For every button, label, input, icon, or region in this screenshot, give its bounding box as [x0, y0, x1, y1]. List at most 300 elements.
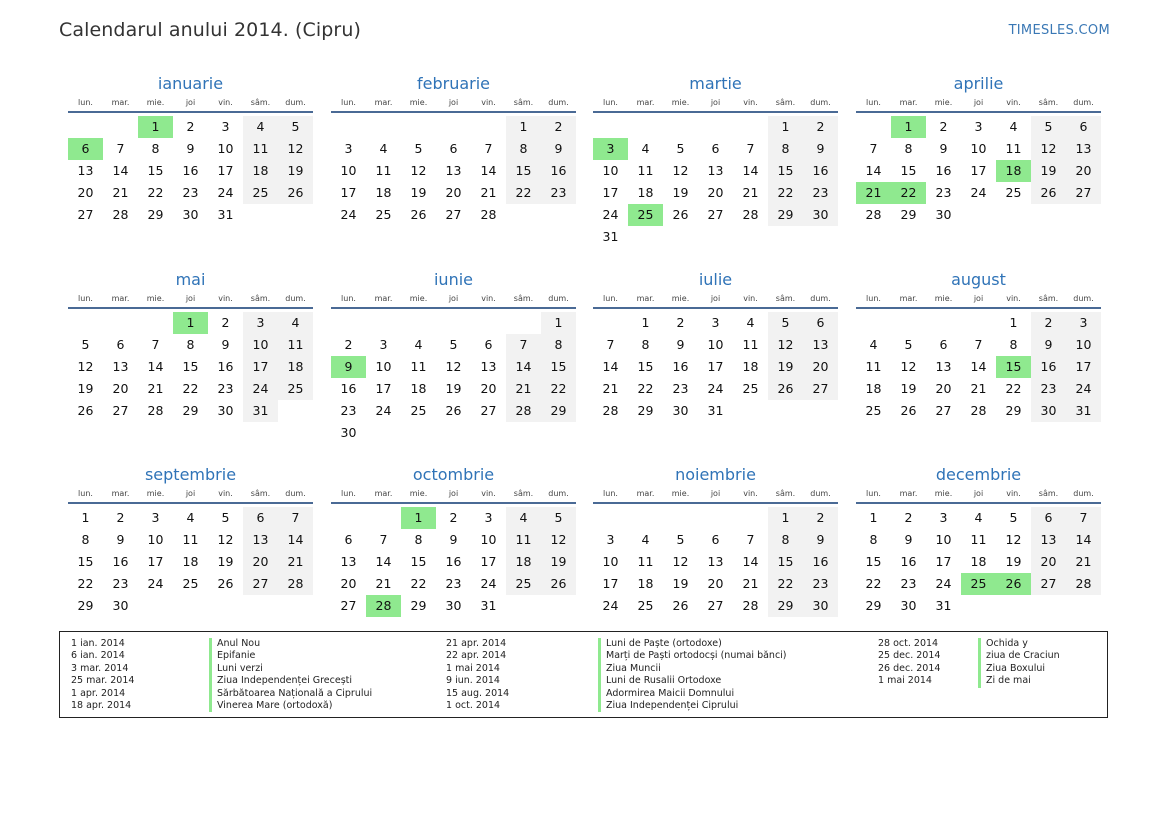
empty-cell [891, 312, 926, 334]
month-title: septembrie [144, 465, 237, 484]
day-cell: 10 [375, 359, 392, 374]
weekday-label: lun. [341, 294, 356, 303]
day-cell: 11 [506, 529, 541, 551]
day-cell: 23 [340, 403, 357, 418]
day-cell: 19 [1031, 160, 1066, 182]
day-cell: 4 [379, 141, 388, 156]
empty-cell [593, 116, 628, 138]
legend-holiday-name: Adormirea Maicii Domnului [598, 688, 734, 700]
day-cell: 27 [803, 378, 838, 400]
day-cell: 10 [480, 532, 497, 547]
day-grid [593, 312, 838, 422]
day-cell: 13 [243, 529, 278, 551]
day-cell: 19 [672, 185, 689, 200]
day-cell: 13 [1031, 529, 1066, 551]
day-cell: 6 [803, 312, 838, 334]
empty-cell [401, 312, 436, 334]
day-cell: 26 [445, 403, 462, 418]
day-cell: 19 [410, 185, 427, 200]
day-cell: 29 [147, 207, 164, 222]
day-cell: 27 [480, 403, 497, 418]
month-octombrie [331, 464, 576, 617]
day-cell: 21 [1066, 551, 1101, 573]
weekday-label: mar. [111, 294, 130, 303]
weekday-label: joi [185, 489, 196, 498]
day-cell: 7 [484, 141, 493, 156]
day-cell: 10 [970, 141, 987, 156]
month-noiembrie [593, 464, 838, 617]
day-cell: 12 [541, 529, 576, 551]
legend-holiday-name: Luni de Rusalii Ortodoxe [598, 675, 721, 687]
day-cell: 1 [641, 315, 650, 330]
day-cell: 20 [340, 576, 357, 591]
empty-cell [628, 507, 663, 529]
holiday-day-cell: 3 [593, 138, 628, 160]
day-cell: 7 [746, 141, 755, 156]
day-cell: 30 [112, 598, 129, 613]
day-cell: 2 [541, 116, 576, 138]
day-cell: 7 [974, 337, 983, 352]
day-cell: 7 [151, 337, 160, 352]
holiday-legend [59, 631, 1108, 718]
day-cell: 8 [904, 141, 913, 156]
legend-date: 6 ian. 2014 [71, 650, 125, 662]
day-cell: 12 [278, 138, 313, 160]
weekday-label: joi [185, 98, 196, 107]
day-cell: 8 [768, 138, 803, 160]
weekday-header [331, 95, 576, 113]
day-cell: 16 [1031, 356, 1066, 378]
day-cell: 26 [77, 403, 94, 418]
month-februarie [331, 73, 576, 226]
day-cell: 21 [506, 378, 541, 400]
holiday-day-cell: 1 [401, 507, 436, 529]
day-cell: 28 [602, 403, 619, 418]
day-cell: 20 [935, 381, 952, 396]
weekday-label: mar. [899, 98, 918, 107]
weekday-label: joi [448, 98, 459, 107]
day-cell: 30 [803, 595, 838, 617]
day-cell: 1 [768, 116, 803, 138]
weekday-header [593, 486, 838, 504]
day-cell: 27 [243, 573, 278, 595]
empty-cell [68, 116, 103, 138]
weekday-label: joi [448, 489, 459, 498]
day-cell: 10 [217, 141, 234, 156]
day-cell: 16 [803, 551, 838, 573]
day-cell: 23 [935, 185, 952, 200]
day-cell: 14 [278, 529, 313, 551]
day-cell: 12 [410, 163, 427, 178]
day-cell: 30 [340, 425, 357, 440]
weekday-label: mie. [146, 294, 165, 303]
day-cell: 10 [147, 532, 164, 547]
day-cell: 7 [746, 532, 755, 547]
day-cell: 19 [541, 551, 576, 573]
day-cell: 2 [116, 510, 125, 525]
day-cell: 23 [803, 182, 838, 204]
weekday-header [593, 291, 838, 309]
day-grid [331, 312, 576, 444]
month-title: decembrie [935, 465, 1022, 484]
day-cell: 10 [707, 337, 724, 352]
legend-holiday-name: Sărbătoarea Națională a Ciprului [209, 688, 372, 700]
day-cell: 30 [217, 403, 234, 418]
day-cell: 30 [900, 598, 917, 613]
weekday-label: mie. [671, 98, 690, 107]
day-cell: 10 [1066, 334, 1101, 356]
month-title: mai [175, 270, 206, 289]
day-cell: 26 [1031, 182, 1066, 204]
empty-cell [331, 312, 366, 334]
day-cell: 24 [707, 381, 724, 396]
holiday-day-cell: 6 [68, 138, 103, 160]
day-cell: 12 [77, 359, 94, 374]
legend-date: 9 iun. 2014 [446, 675, 500, 687]
day-cell: 21 [742, 576, 759, 591]
day-cell: 30 [803, 204, 838, 226]
day-cell: 8 [414, 532, 423, 547]
day-cell: 22 [541, 378, 576, 400]
day-cell: 29 [541, 400, 576, 422]
day-cell: 28 [147, 403, 164, 418]
day-cell: 3 [484, 510, 493, 525]
day-cell: 23 [445, 576, 462, 591]
day-cell: 18 [375, 185, 392, 200]
weekday-label: dum. [285, 294, 306, 303]
weekday-header [68, 291, 313, 309]
day-cell: 28 [742, 207, 759, 222]
day-cell: 29 [768, 204, 803, 226]
month-title: august [951, 270, 1006, 289]
weekday-label: lun. [603, 489, 618, 498]
weekday-label: mie. [934, 98, 953, 107]
day-cell: 12 [445, 359, 462, 374]
holiday-day-cell: 21 [856, 182, 891, 204]
weekday-label: mie. [409, 98, 428, 107]
day-cell: 12 [672, 554, 689, 569]
day-cell: 30 [182, 207, 199, 222]
day-cell: 29 [768, 595, 803, 617]
weekday-label: sâm. [775, 294, 796, 303]
day-cell: 4 [974, 510, 983, 525]
empty-cell [733, 507, 768, 529]
weekday-label: dum. [1073, 294, 1094, 303]
day-cell: 9 [221, 337, 230, 352]
day-cell: 15 [147, 163, 164, 178]
day-cell: 14 [742, 554, 759, 569]
day-cell: 26 [278, 182, 313, 204]
weekday-label: vin. [743, 489, 758, 498]
day-cell: 2 [803, 507, 838, 529]
weekday-header [856, 486, 1101, 504]
day-cell: 20 [1031, 551, 1066, 573]
day-cell: 8 [1009, 337, 1018, 352]
day-cell: 16 [112, 554, 129, 569]
weekday-label: lun. [341, 489, 356, 498]
weekday-label: sâm. [1038, 489, 1059, 498]
day-cell: 5 [768, 312, 803, 334]
day-cell: 27 [445, 207, 462, 222]
day-cell: 6 [449, 141, 458, 156]
day-cell: 10 [602, 163, 619, 178]
day-cell: 11 [182, 532, 199, 547]
day-cell: 17 [970, 163, 987, 178]
weekday-label: sâm. [775, 489, 796, 498]
day-grid [331, 116, 576, 226]
day-cell: 8 [768, 529, 803, 551]
day-cell: 6 [344, 532, 353, 547]
month-title: octombrie [412, 465, 495, 484]
day-cell: 19 [77, 381, 94, 396]
legend-date: 25 mar. 2014 [71, 675, 135, 687]
legend-date: 26 dec. 2014 [878, 662, 941, 674]
weekday-label: mie. [671, 294, 690, 303]
day-cell: 2 [449, 510, 458, 525]
day-cell: 25 [637, 598, 654, 613]
day-cell: 24 [970, 185, 987, 200]
day-cell: 28 [742, 598, 759, 613]
day-cell: 22 [182, 381, 199, 396]
day-cell: 7 [506, 334, 541, 356]
day-cell: 12 [900, 359, 917, 374]
day-cell: 20 [707, 185, 724, 200]
day-grid [593, 507, 838, 617]
day-cell: 27 [112, 403, 129, 418]
day-cell: 13 [77, 163, 94, 178]
day-cell: 18 [637, 576, 654, 591]
day-cell: 9 [186, 141, 195, 156]
weekday-label: vin. [481, 294, 496, 303]
day-cell: 6 [1066, 116, 1101, 138]
legend-date: 1 ian. 2014 [71, 638, 125, 649]
day-cell: 25 [742, 381, 759, 396]
day-cell: 22 [410, 576, 427, 591]
legend-holiday-name: Ziua Boxului [978, 663, 1045, 675]
weekday-label: dum. [548, 294, 569, 303]
day-cell: 26 [900, 403, 917, 418]
weekday-header [856, 291, 1101, 309]
weekday-label: mar. [111, 489, 130, 498]
day-cell: 31 [935, 598, 952, 613]
day-cell: 1 [541, 312, 576, 334]
day-cell: 3 [151, 510, 160, 525]
weekday-label: dum. [285, 98, 306, 107]
day-cell: 13 [445, 163, 462, 178]
day-cell: 27 [1031, 573, 1066, 595]
day-cell: 7 [1066, 507, 1101, 529]
day-cell: 10 [602, 554, 619, 569]
day-cell: 16 [340, 381, 357, 396]
day-cell: 18 [506, 551, 541, 573]
day-cell: 21 [742, 185, 759, 200]
day-cell: 27 [77, 207, 94, 222]
empty-cell [698, 507, 733, 529]
day-cell: 29 [900, 207, 917, 222]
legend-holiday-name: Ziua Independenței Ciprului [598, 700, 738, 712]
day-cell: 13 [340, 554, 357, 569]
day-cell: 25 [278, 378, 313, 400]
day-cell: 16 [672, 359, 689, 374]
day-cell: 7 [606, 337, 615, 352]
day-cell: 14 [602, 359, 619, 374]
day-cell: 4 [869, 337, 878, 352]
day-cell: 21 [602, 381, 619, 396]
day-cell: 4 [641, 141, 650, 156]
holiday-day-cell: 28 [366, 595, 401, 617]
empty-cell [471, 312, 506, 334]
day-cell: 10 [243, 334, 278, 356]
day-cell: 9 [939, 141, 948, 156]
month-martie [593, 73, 838, 248]
day-cell: 16 [182, 163, 199, 178]
day-cell: 19 [672, 576, 689, 591]
day-cell: 25 [1005, 185, 1022, 200]
day-cell: 14 [112, 163, 129, 178]
empty-cell [856, 312, 891, 334]
day-cell: 3 [243, 312, 278, 334]
day-cell: 26 [672, 207, 689, 222]
weekday-label: lun. [78, 294, 93, 303]
weekday-label: mie. [934, 489, 953, 498]
weekday-label: lun. [603, 294, 618, 303]
day-cell: 23 [900, 576, 917, 591]
holiday-day-cell: 15 [996, 356, 1031, 378]
weekday-label: lun. [603, 98, 618, 107]
weekday-header [68, 95, 313, 113]
holiday-day-cell: 26 [996, 573, 1031, 595]
day-cell: 14 [1066, 529, 1101, 551]
day-cell: 18 [865, 381, 882, 396]
day-cell: 23 [217, 381, 234, 396]
legend-holiday-name: Zi de mai [978, 675, 1031, 687]
day-cell: 18 [970, 554, 987, 569]
day-cell: 30 [935, 207, 952, 222]
weekday-label: dum. [810, 294, 831, 303]
day-cell: 1 [506, 116, 541, 138]
weekday-label: sâm. [513, 98, 534, 107]
holiday-day-cell: 22 [891, 182, 926, 204]
month-mai [68, 269, 313, 422]
day-cell: 3 [974, 119, 983, 134]
day-cell: 1 [768, 507, 803, 529]
day-cell: 28 [970, 403, 987, 418]
day-cell: 11 [865, 359, 882, 374]
weekday-label: sâm. [250, 98, 271, 107]
day-cell: 22 [1005, 381, 1022, 396]
day-cell: 2 [904, 510, 913, 525]
month-title: noiembrie [675, 465, 756, 484]
day-cell: 14 [742, 163, 759, 178]
empty-cell [366, 116, 401, 138]
day-cell: 25 [243, 182, 278, 204]
legend-holiday-name: Luni de Paște (ortodoxe) [598, 638, 722, 650]
day-cell: 21 [480, 185, 497, 200]
day-cell: 1 [869, 510, 878, 525]
weekday-label: lun. [78, 489, 93, 498]
weekday-label: joi [448, 294, 459, 303]
legend-date: 1 mai 2014 [446, 662, 500, 674]
weekday-label: mie. [671, 489, 690, 498]
day-cell: 15 [506, 160, 541, 182]
day-cell: 5 [81, 337, 90, 352]
day-cell: 21 [112, 185, 129, 200]
day-cell: 9 [1031, 334, 1066, 356]
day-cell: 21 [147, 381, 164, 396]
month-title: iulie [698, 270, 733, 289]
day-cell: 22 [865, 576, 882, 591]
month-aprilie [856, 73, 1101, 226]
day-cell: 19 [445, 381, 462, 396]
day-cell: 1 [81, 510, 90, 525]
weekday-label: vin. [743, 294, 758, 303]
day-grid [856, 507, 1101, 617]
day-cell: 24 [480, 576, 497, 591]
weekday-label: lun. [866, 489, 881, 498]
day-cell: 8 [506, 138, 541, 160]
day-cell: 8 [869, 532, 878, 547]
day-cell: 2 [1031, 312, 1066, 334]
empty-cell [103, 312, 138, 334]
weekday-label: mar. [374, 294, 393, 303]
empty-cell [926, 312, 961, 334]
day-grid [593, 116, 838, 248]
day-cell: 11 [410, 359, 427, 374]
day-cell: 30 [1031, 400, 1066, 422]
day-cell: 4 [186, 510, 195, 525]
month-title: iunie [433, 270, 473, 289]
day-cell: 25 [410, 403, 427, 418]
day-cell: 2 [221, 315, 230, 330]
day-cell: 18 [742, 359, 759, 374]
day-cell: 29 [865, 598, 882, 613]
weekday-label: vin. [481, 489, 496, 498]
day-cell: 31 [707, 403, 724, 418]
day-cell: 17 [935, 554, 952, 569]
month-august [856, 269, 1101, 422]
weekday-label: dum. [1073, 489, 1094, 498]
day-cell: 22 [637, 381, 654, 396]
weekday-label: mie. [409, 489, 428, 498]
day-cell: 15 [865, 554, 882, 569]
legend-date: 15 aug. 2014 [446, 687, 510, 699]
empty-cell [331, 507, 366, 529]
day-cell: 11 [243, 138, 278, 160]
day-cell: 31 [217, 207, 234, 222]
day-cell: 29 [1005, 403, 1022, 418]
brand-link[interactable]: TIMESLES.COM [1008, 23, 1110, 38]
day-cell: 4 [243, 116, 278, 138]
weekday-label: dum. [548, 489, 569, 498]
day-cell: 22 [506, 182, 541, 204]
day-cell: 18 [637, 185, 654, 200]
weekday-label: mie. [934, 294, 953, 303]
day-cell: 6 [711, 141, 720, 156]
day-cell: 24 [602, 207, 619, 222]
day-cell: 13 [803, 334, 838, 356]
empty-cell [436, 312, 471, 334]
day-cell: 2 [344, 337, 353, 352]
day-cell: 5 [278, 116, 313, 138]
day-cell: 12 [1005, 532, 1022, 547]
day-cell: 4 [278, 312, 313, 334]
day-cell: 15 [768, 551, 803, 573]
day-cell: 25 [865, 403, 882, 418]
day-cell: 28 [1066, 573, 1101, 595]
legend-date: 1 oct. 2014 [446, 700, 501, 711]
day-cell: 17 [602, 576, 619, 591]
legend-date: 22 apr. 2014 [446, 650, 507, 662]
